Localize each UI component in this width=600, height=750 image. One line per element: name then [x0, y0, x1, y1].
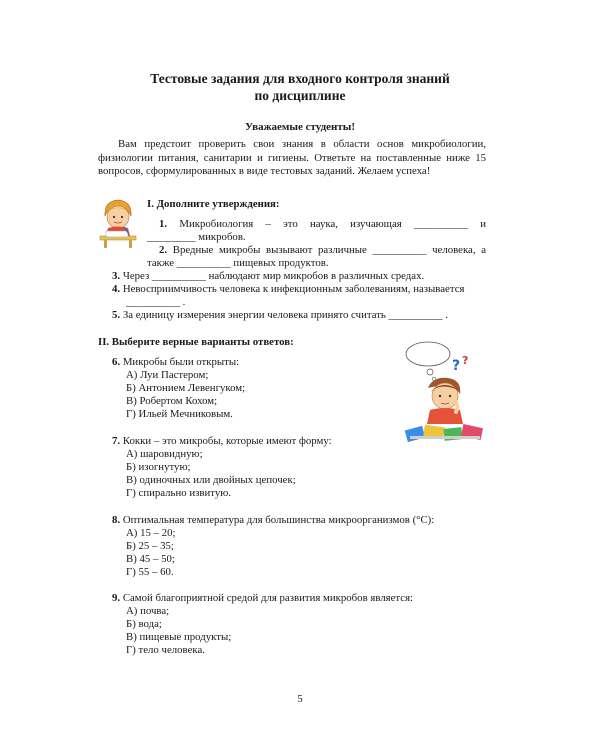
statement-item [159, 218, 486, 231]
answer-option: Г) спирально извитую. [126, 487, 232, 499]
answer-option: А) Луи Пастером; [126, 369, 209, 381]
question-item [112, 435, 332, 448]
question-number: 6. [112, 356, 121, 368]
section2-heading: II. Выберите верные варианты ответов: [98, 336, 294, 348]
item-number: 2. [159, 244, 168, 256]
question-number: 8. [112, 514, 121, 526]
answer-option: В) 45 – 50; [126, 553, 175, 565]
item-text: Микробиология – это наука, изучающая __________ и [179, 218, 486, 230]
answer-option: Б) вода; [126, 618, 162, 630]
document-title-line2: по дисциплине [254, 88, 346, 103]
question-number: 9. [112, 592, 121, 604]
intro-line: вопросов, сформулированных в виде тестовых заданий. Желаем успеха! [98, 165, 431, 178]
answer-option: А) шаровидную; [126, 448, 203, 460]
thinking-boy-illustration [400, 340, 490, 448]
statement-item [159, 244, 486, 257]
page-number: 5 [297, 694, 303, 705]
item-text: Вредные микробы вызывают различные __________ человека, а [172, 244, 486, 256]
answer-option: А) почва; [126, 605, 170, 617]
statement-item [112, 270, 424, 283]
item-number: 1. [159, 218, 168, 230]
item-text-continued: __________ . [126, 296, 186, 308]
section1-heading: I. Дополните утверждения: [147, 198, 280, 210]
answer-option: Б) 25 – 35; [126, 540, 174, 552]
question-item [112, 592, 413, 605]
question-text: Микробы были открыты: [122, 356, 240, 368]
item-text-continued: _________ микробов. [147, 231, 246, 243]
document-title-line1: Тестовые задания для входного контроля знаний [150, 71, 450, 86]
question-text: Самой благоприятной средой для развития микробов является: [122, 592, 414, 604]
answer-option: Б) Антонием Левенгуком; [126, 382, 246, 394]
question-number: 7. [112, 435, 121, 447]
item-number: 4. [112, 283, 121, 295]
question-text: Кокки – это микробы, которые имеют форму: [122, 435, 332, 447]
answer-option: А) 15 – 20; [126, 527, 176, 539]
child-writing-illustration [96, 196, 140, 248]
item-text: Через __________ наблюдают мир микробов в различных средах. [122, 270, 425, 282]
item-text-continued: также __________ пищевых продуктов. [147, 257, 329, 269]
answer-option: Г) тело человека. [126, 644, 205, 656]
item-number: 5. [112, 309, 121, 321]
answer-option: В) одиночных или двойных цепочек; [126, 474, 296, 486]
svg-text:?: ? [452, 358, 461, 374]
answer-option: В) Робертом Кохом; [126, 395, 218, 407]
statement-item [112, 309, 448, 322]
svg-text:?: ? [462, 354, 469, 367]
item-number: 3. [112, 270, 121, 282]
question-item [112, 514, 434, 527]
intro-paragraph [98, 138, 486, 179]
item-text: За единицу измерения энергии человека принято считать __________ . [122, 309, 448, 321]
question-text: Оптимальная температура для большинства микроорганизмов (°С): [122, 514, 435, 526]
answer-option: Г) Ильей Мечниковым. [126, 408, 233, 420]
greeting: Уважаемые студенты! [244, 121, 356, 133]
answer-option: Б) изогнутую; [126, 461, 191, 473]
answer-option: В) пищевые продукты; [126, 631, 232, 643]
answer-option: Г) 55 – 60. [126, 566, 174, 578]
question-item [112, 356, 239, 369]
statement-item [112, 283, 464, 296]
item-text: Невосприимчивость человека к инфекционным заболеваниям, называется [122, 283, 465, 295]
intro-line: физиологии питания, санитарии и гигиены. Ответьте на поставленные ниже 15 [98, 151, 486, 164]
intro-line: Вам предстоит проверить свои знания в области основ микробиологии, [118, 138, 486, 150]
